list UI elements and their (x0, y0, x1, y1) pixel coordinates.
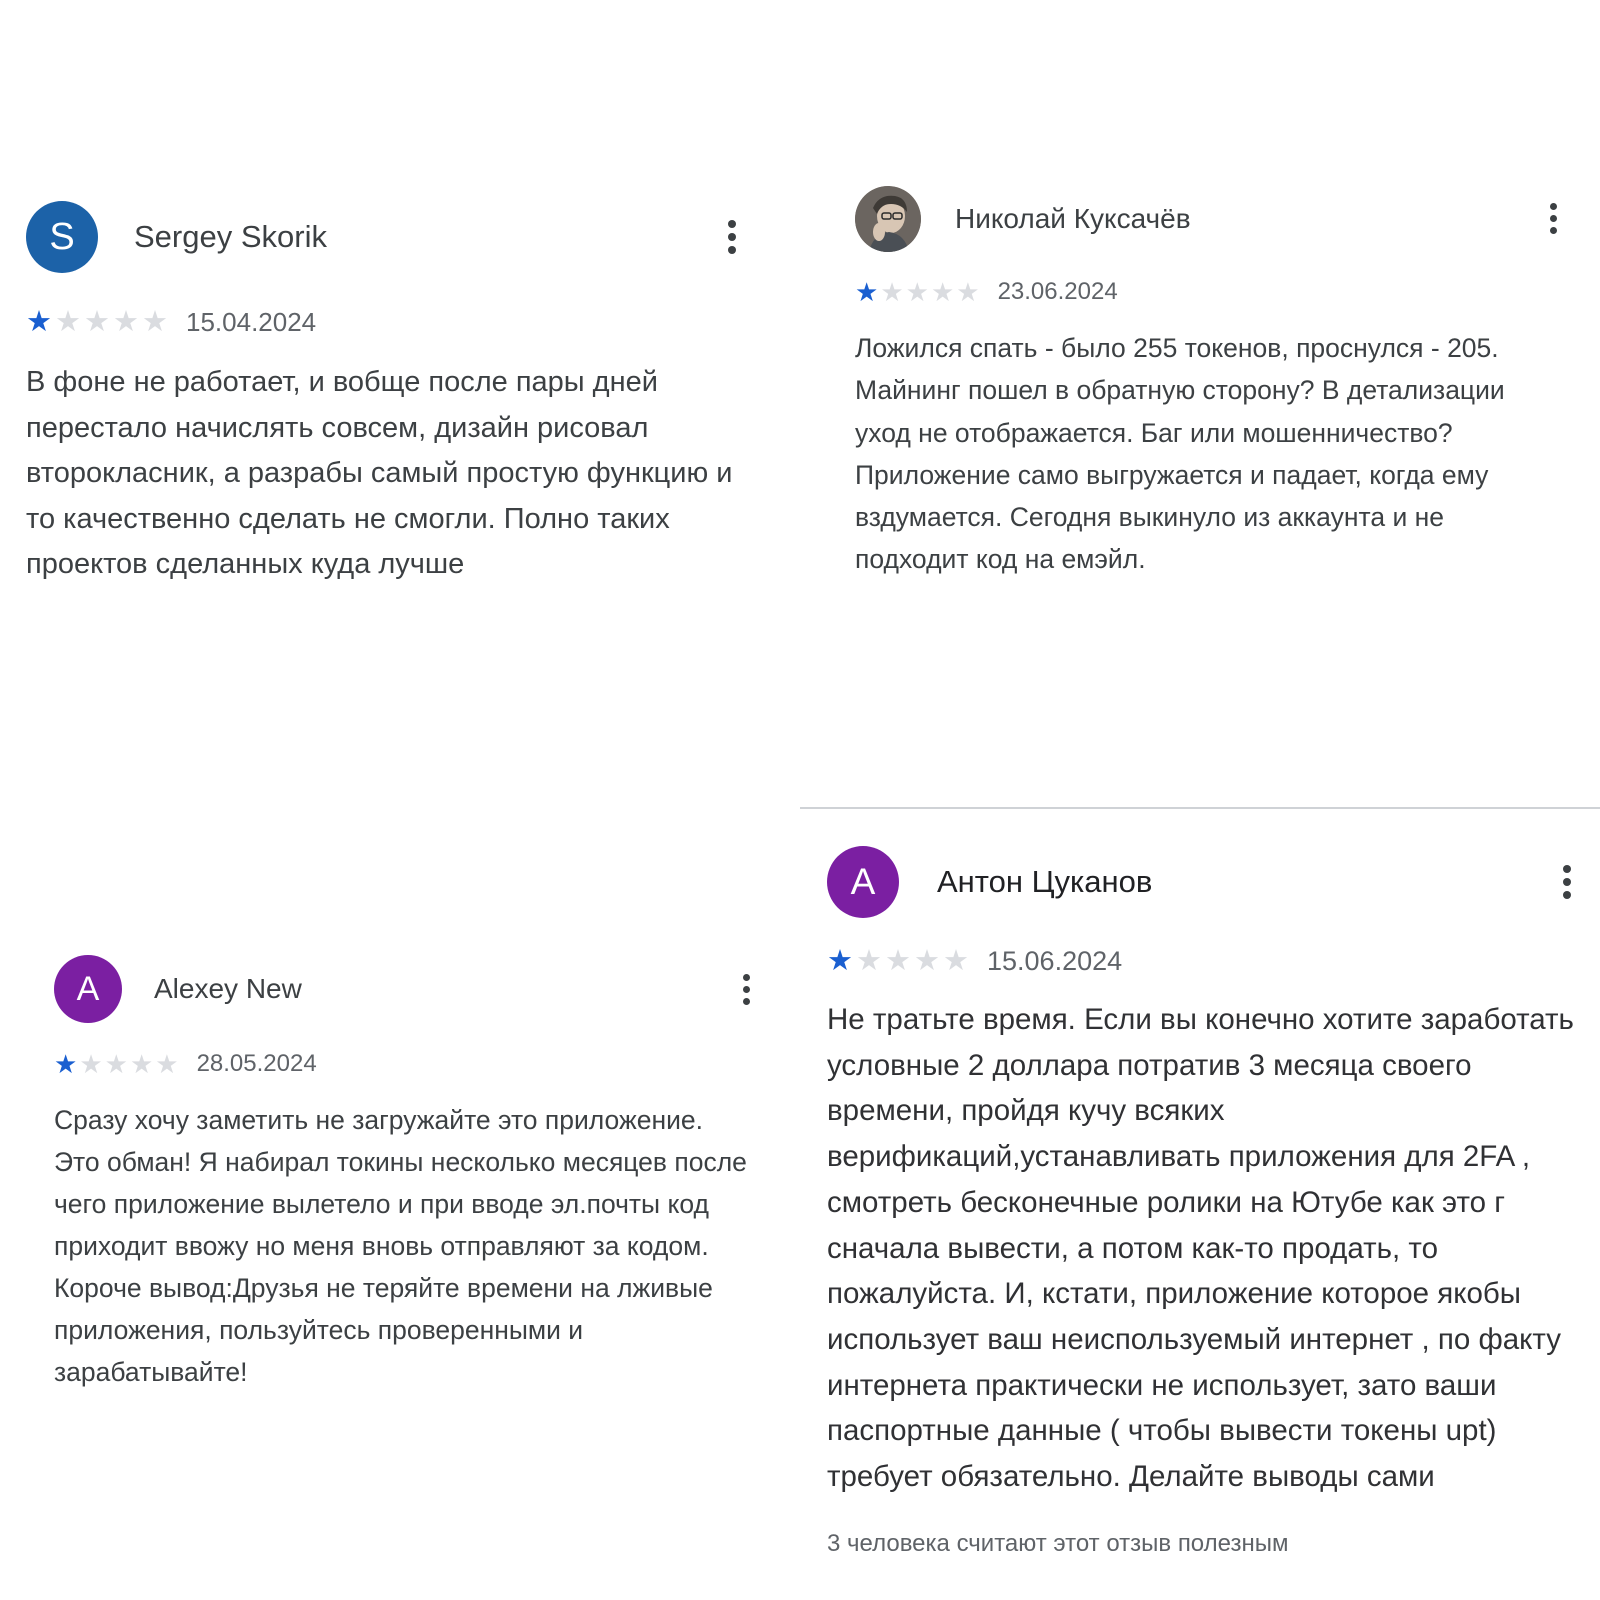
star-icon-empty: ★ (885, 944, 911, 977)
avatar (827, 846, 899, 918)
avatar-letter: А (850, 861, 876, 902)
star-icon-empty: ★ (155, 1049, 179, 1079)
star-icon-empty: ★ (79, 1049, 103, 1079)
star-icon-empty: ★ (113, 305, 139, 338)
review-date: 28.05.2024 (196, 1050, 317, 1077)
avatar-letter: A (76, 969, 100, 1008)
star-icon-empty: ★ (142, 305, 168, 338)
more-options-button[interactable] (1557, 857, 1577, 907)
avatar-photo (855, 186, 921, 252)
review-date: 15.06.2024 (987, 945, 1123, 976)
star-rating (54, 1051, 179, 1077)
more-options-button[interactable] (1543, 193, 1563, 243)
divider (800, 807, 1600, 809)
star-rating (26, 305, 168, 338)
more-vert-icon (743, 971, 750, 1007)
review-card (54, 955, 754, 1393)
author-name: Alexey New (154, 973, 302, 1004)
rating-row (54, 1047, 754, 1081)
star-icon-empty: ★ (956, 277, 980, 307)
more-options-button[interactable] (722, 212, 742, 262)
star-icon-empty: ★ (914, 944, 940, 977)
avatar (54, 955, 122, 1023)
review-text: Сразу хочу заметить не загружайте это приложение. Это обман! Я набирал токины несколько месяцев после чего приложение вылетело и при вводе эл.почты код приходит ввожу но меня вновь отправляют за кодом. Короче вывод:Друзья не теряйте времени на лживые приложения, пользуйтесь проверенными и зарабатывайте! (54, 1105, 747, 1387)
star-icon-empty: ★ (930, 277, 955, 307)
review-card (26, 200, 756, 588)
star-icon-filled: ★ (54, 1049, 78, 1079)
review-header (54, 955, 754, 1023)
avatar-letter: S (49, 215, 75, 258)
review-text: Не тратьте время. Если вы конечно хотите заработать условные 2 доллара потратив 3 месяца своего времени, пройдя кучу всяких верификаций,устанавливать приложения для 2FA , смотреть бесконечные ролики на Ютубе как это г сначала вывести, а потом как-то продать, то пожалуйста. И, кстати, приложение которое якобы использует ваш неиспользуемый интернет , по факту интернета практически не использует, зато ваши паспортные данные ( чтобы вывести токены upt) требует обязательно. Делайте выводы сами (827, 1003, 1574, 1494)
star-icon-empty: ★ (943, 944, 969, 977)
author-name: Антон Цуканов (937, 864, 1153, 899)
star-icon-empty: ★ (856, 944, 882, 977)
star-icon-empty: ★ (104, 1049, 128, 1079)
rating-row (827, 943, 1587, 979)
review-header (827, 845, 1587, 919)
review-header (26, 200, 756, 274)
star-icon-empty: ★ (905, 277, 929, 307)
star-icon-empty: ★ (129, 1049, 154, 1079)
author-name: Николай Куксачёв (955, 203, 1191, 234)
review-text: В фоне не работает, и вобще после пары дней перестало начислять совсем, дизайн рисовал второкласник, а разрабы самый простую функцию и то качественно сделать не смогли. Полно таких проектов сделанных куда лучше (26, 366, 733, 580)
more-options-button[interactable] (736, 964, 756, 1014)
star-icon-filled: ★ (26, 305, 52, 338)
more-vert-icon (728, 218, 736, 257)
star-icon-filled: ★ (855, 277, 879, 307)
review-date: 23.06.2024 (997, 278, 1118, 305)
more-vert-icon (1550, 200, 1557, 236)
star-icon-empty: ★ (880, 277, 904, 307)
avatar (26, 201, 98, 273)
star-icon-empty: ★ (55, 305, 81, 338)
person-photo-icon (855, 186, 921, 252)
review-card (855, 185, 1555, 581)
helpful-count: 3 человека считают этот отзыв полезным (827, 1529, 1289, 1557)
more-vert-icon (1563, 863, 1571, 902)
review-header (855, 185, 1555, 253)
review-date: 15.04.2024 (186, 306, 317, 337)
star-icon-empty: ★ (84, 305, 110, 338)
star-icon-filled: ★ (827, 944, 853, 977)
author-name: Sergey Skorik (134, 219, 327, 254)
star-rating (855, 279, 980, 305)
star-rating (827, 944, 969, 977)
rating-row (855, 275, 1555, 309)
rating-row (26, 304, 756, 340)
review-card (827, 845, 1587, 1558)
review-text: Ложился спать - было 255 токенов, проснулся - 205. Майнинг пошел в обратную сторону? В детализации уход не отображается. Баг или мошенничество? Приложение само выгружается и падает, когда ему вздумается. Сегодня выкинуло из аккаунта и не подходит код на емэйл. (855, 333, 1505, 575)
